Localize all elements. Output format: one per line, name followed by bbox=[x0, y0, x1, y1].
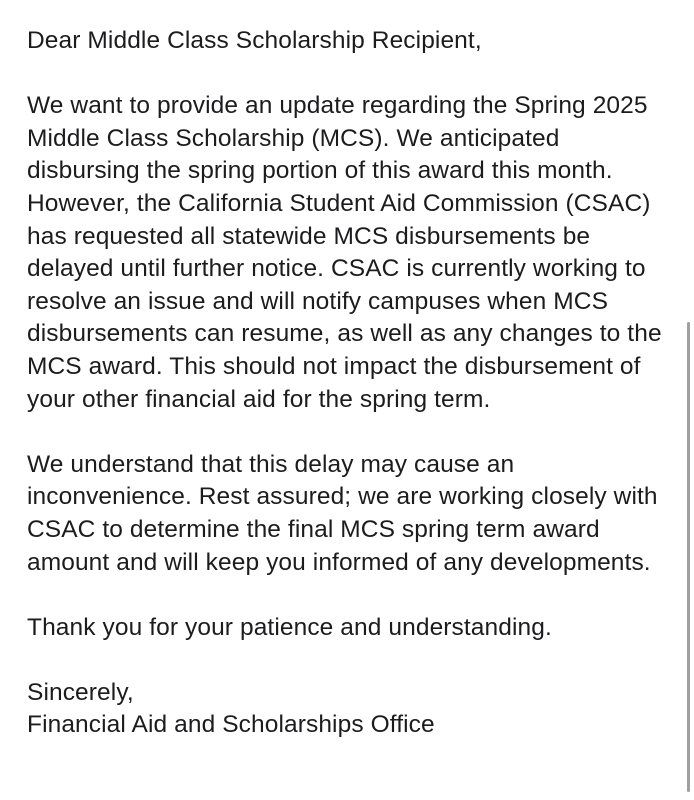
email-body bbox=[27, 25, 677, 742]
email-closing: Sincerely, bbox=[27, 678, 134, 706]
paragraph-spacer bbox=[27, 644, 677, 677]
email-signature: Financial Aid and Scholarships Office bbox=[27, 711, 435, 739]
paragraph-spacer bbox=[27, 416, 677, 449]
vertical-scrollbar[interactable] bbox=[687, 322, 690, 792]
paragraph-spacer bbox=[27, 579, 677, 612]
email-greeting: Dear Middle Class Scholarship Recipient, bbox=[27, 27, 482, 54]
paragraph-spacer bbox=[27, 58, 677, 91]
email-paragraph: We understand that this delay may cause an inconvenience. Rest assured; we are working closely with CSAC to determine the final MCS spring term award amount and will keep you informed of any developments. bbox=[27, 450, 658, 576]
email-paragraph: Thank you for your patience and understanding. bbox=[27, 613, 552, 641]
email-paragraph: We want to provide an update regarding the Spring 2025 Middle Class Scholarship (MCS). We anticipated disbursing the spring portion of this award this month. However, the California Student Aid Commission (CSAC) has requested all statewide MCS disbursements be delayed until further notice. CSAC is currently working to resolve an issue and will notify campuses when MCS disbursements can resume, as well as any changes to the MCS award. This should not impact the disbursement of your other financial aid for the spring term. bbox=[27, 92, 662, 413]
